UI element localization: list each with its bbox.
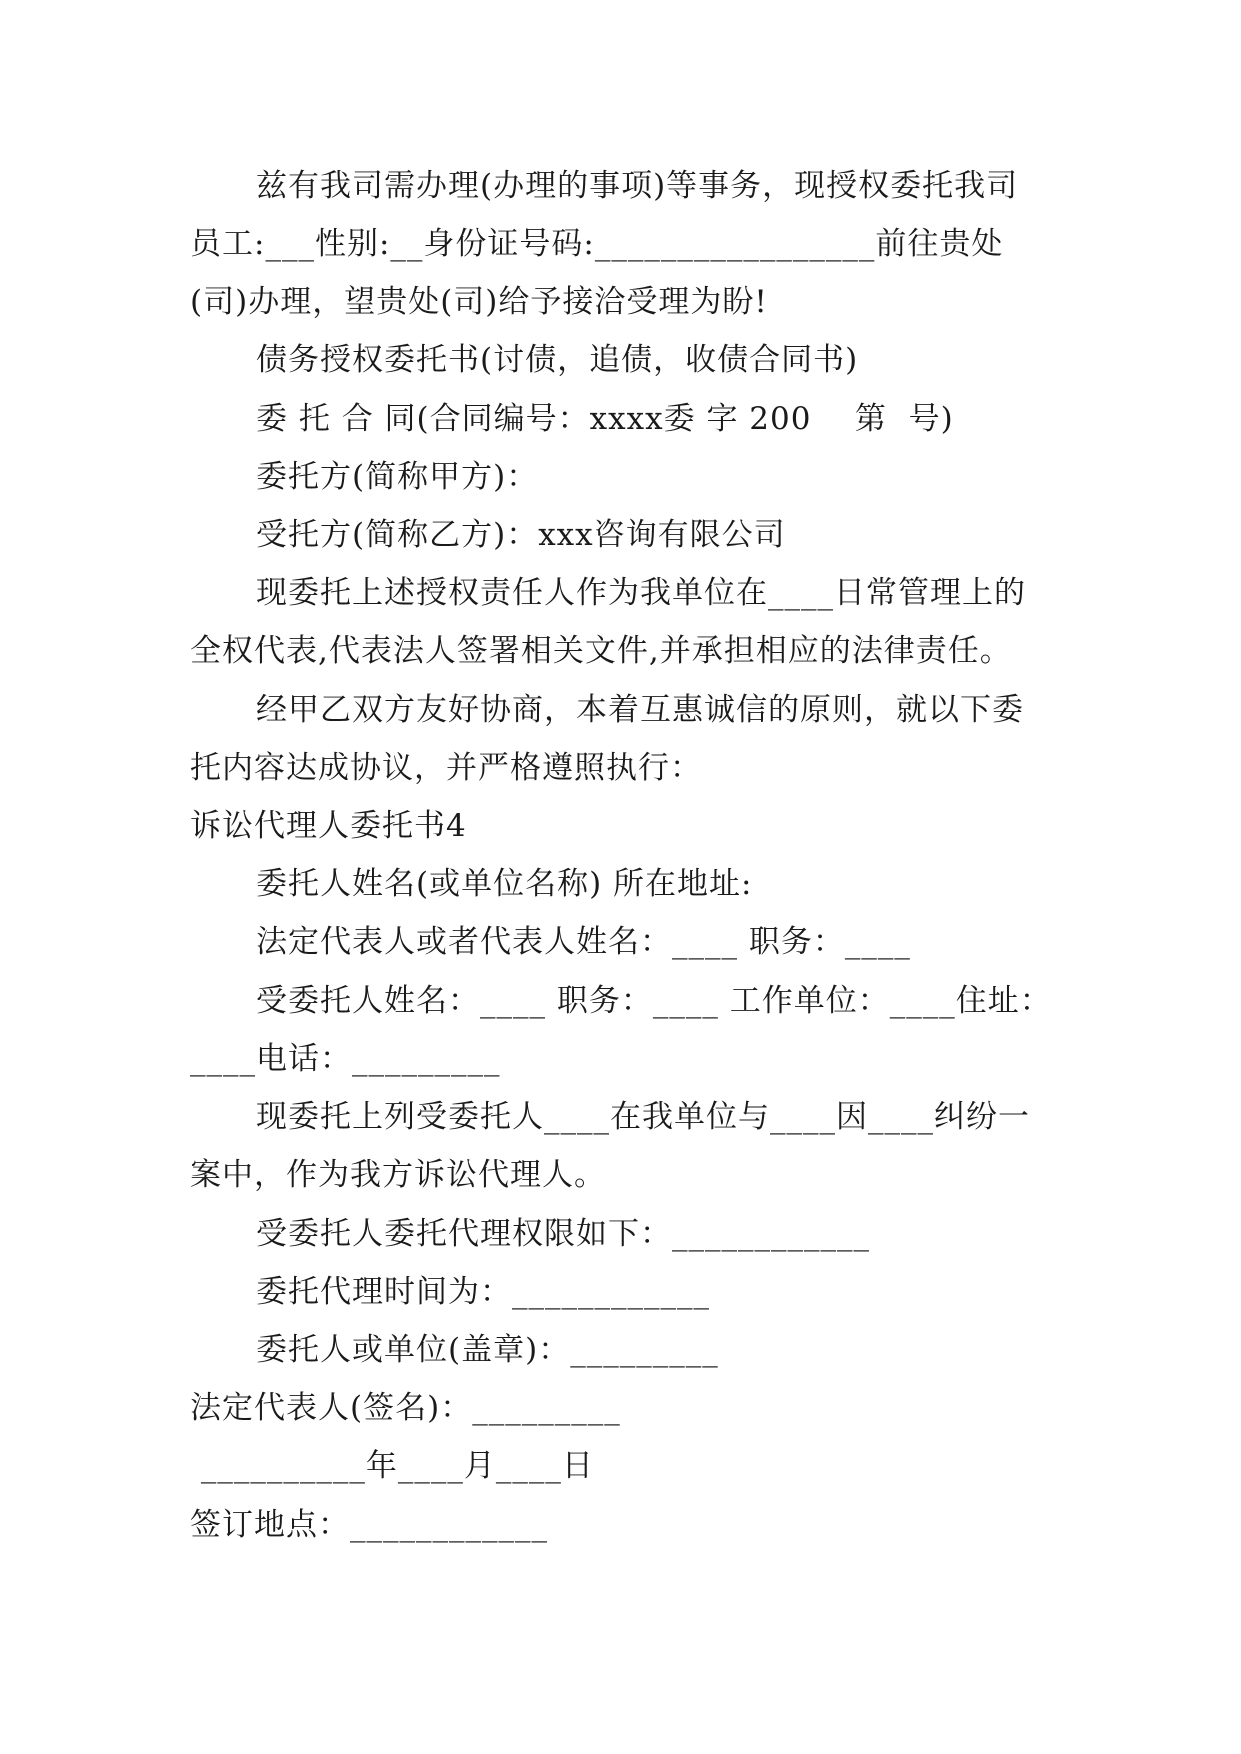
- paragraph-agreement-line-1: 经甲乙双方友好协商，本着互惠诚信的原则，就以下委: [256, 692, 1024, 728]
- debt-contract-title: 债务授权委托书(讨债，追债，收债合同书): [256, 342, 859, 378]
- agent-party-line: 受托方(简称乙方)：xxx咨询有限公司: [256, 517, 786, 553]
- contract-number-line: 委 托 合 同(合同编号：xxxx委 字 200 第 号): [256, 401, 954, 437]
- date-line: __________年____月____日: [190, 1448, 594, 1484]
- principal-name-address-line: 委托人姓名(或单位名称) 所在地址:: [256, 866, 753, 902]
- paragraph-appointment-line-1: 现委托上列受委托人____在我单位与____因____纠纷一: [256, 1099, 1030, 1135]
- principal-seal-line: 委托人或单位(盖章)：_________: [256, 1332, 719, 1368]
- paragraph-authorization-line-3: (司)办理，望贵处(司)给予接洽受理为盼!: [190, 284, 768, 320]
- paragraph-authorization-line-2: 员工:___性别:__身份证号码:_________________前往贵处: [190, 226, 1004, 262]
- paragraph-appointment-line-2: 案中，作为我方诉讼代理人。: [190, 1157, 606, 1193]
- paragraph-agreement-line-2: 托内容达成协议，并严格遵照执行：: [190, 750, 702, 786]
- agency-authority-line: 受委托人委托代理权限如下：____________: [256, 1216, 870, 1252]
- signing-location-line: 签订地点：____________: [190, 1507, 548, 1543]
- legal-representative-line: 法定代表人或者代表人姓名：____ 职务：____: [256, 924, 911, 960]
- paragraph-representative-line-2: 全权代表,代表法人签署相关文件,并承担相应的法律责任。: [190, 633, 1012, 669]
- agent-info-line-1: 受委托人姓名：____ 职务：____ 工作单位：____住址：: [256, 983, 1052, 1019]
- paragraph-representative-line-1: 现委托上述授权责任人作为我单位在____日常管理上的: [256, 575, 1026, 611]
- agent-info-line-2: ____电话：_________: [190, 1041, 501, 1077]
- section-heading-litigation-agent: 诉讼代理人委托书4: [190, 808, 467, 844]
- paragraph-authorization-line-1: 兹有我司需办理(办理的事项)等事务，现授权委托我司: [256, 168, 1019, 204]
- agency-period-line: 委托代理时间为：____________: [256, 1274, 710, 1310]
- principal-party-line: 委托方(简称甲方)：: [256, 459, 539, 495]
- legal-representative-signature-line: 法定代表人(签名)：_________: [190, 1390, 621, 1426]
